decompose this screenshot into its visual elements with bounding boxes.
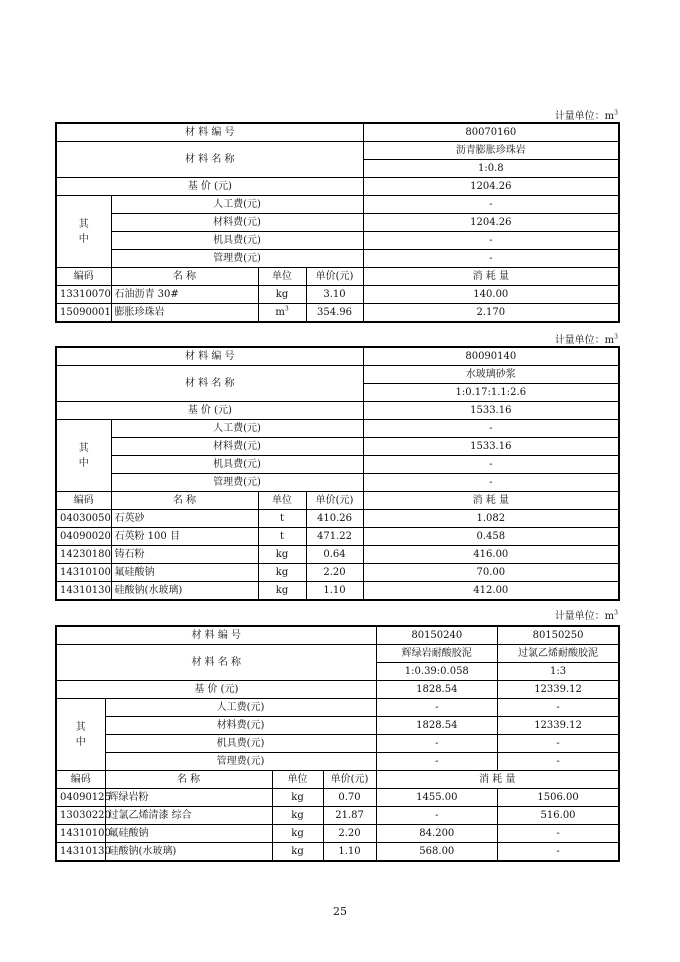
machine-value: - <box>363 232 619 250</box>
row-base-price <box>56 681 619 699</box>
header-name: 名 称 <box>111 492 258 510</box>
material-value: 1533.16 <box>363 438 619 456</box>
material-value: 12339.12 <box>498 717 620 735</box>
item-code: 14310130 <box>56 843 105 862</box>
item-code: 14230180 <box>56 546 111 564</box>
item-unit-price: 2.20 <box>306 564 363 582</box>
header-code: 编码 <box>56 268 111 286</box>
row-item-header <box>56 771 619 789</box>
table-row <box>56 528 619 546</box>
item-unit: kg <box>258 582 306 601</box>
item-unit: t <box>258 510 306 528</box>
row-material-name <box>56 366 619 384</box>
row-material-name <box>56 142 619 160</box>
material-name: 沥青膨胀珍珠岩 <box>363 142 619 160</box>
item-consumption: 568.00 <box>376 843 498 862</box>
label-material-name: 材 料 名 称 <box>56 142 363 178</box>
material-code: 80150240 <box>376 626 498 645</box>
label-machine: 机具费(元) <box>111 232 363 250</box>
label-labor: 人工费(元) <box>111 196 363 214</box>
qizhong-1: 其 <box>75 721 86 733</box>
row-labor <box>56 699 619 717</box>
item-code: 14310100 <box>56 825 105 843</box>
item-unit-price: 21.87 <box>323 807 376 825</box>
item-name: 硅酸钠(水玻璃) <box>111 582 258 601</box>
unit-label: 计量单位：$m^3$ <box>554 609 618 622</box>
base-price: 1533.16 <box>363 402 619 420</box>
item-unit-price: 410.26 <box>306 510 363 528</box>
quota-table <box>55 346 620 601</box>
material-name: 辉绿岩耐酸胶泥 <box>376 645 498 663</box>
material-value: 1828.54 <box>376 717 498 735</box>
item-consumption: 1.082 <box>363 510 619 528</box>
item-name: 辉绿岩粉 <box>105 789 272 807</box>
table-row <box>56 510 619 528</box>
row-material-code <box>56 123 619 142</box>
label-material-name: 材 料 名 称 <box>56 645 376 681</box>
item-unit: kg <box>272 843 323 862</box>
item-name: 铸石粉 <box>111 546 258 564</box>
item-consumption: 412.00 <box>363 582 619 601</box>
item-unit: kg <box>258 546 306 564</box>
header-unit: 单位 <box>258 268 306 286</box>
header-code: 编码 <box>56 771 105 789</box>
header-unit-price: 单价(元) <box>306 268 363 286</box>
label-labor: 人工费(元) <box>111 420 363 438</box>
row-material <box>56 438 619 456</box>
row-labor <box>56 420 619 438</box>
label-labor: 人工费(元) <box>105 699 376 717</box>
table-row <box>56 789 619 807</box>
table-row <box>56 304 619 323</box>
material-ratio: 1:3 <box>498 663 620 681</box>
item-name: 氟硅酸钠 <box>105 825 272 843</box>
row-material-code <box>56 347 619 366</box>
management-value: - <box>376 753 498 771</box>
item-code: 13310070 <box>56 286 111 304</box>
quota-table <box>55 625 620 862</box>
qizhong-2: 中 <box>78 457 89 469</box>
item-consumption: - <box>376 807 498 825</box>
item-unit: kg <box>272 825 323 843</box>
row-material <box>56 717 619 735</box>
header-unit: 单位 <box>272 771 323 789</box>
label-material-name: 材 料 名 称 <box>56 366 363 402</box>
label-machine: 机具费(元) <box>105 735 376 753</box>
machine-value: - <box>498 735 620 753</box>
row-base-price <box>56 402 619 420</box>
item-name: 石英粉 100 目 <box>111 528 258 546</box>
item-name: 石油沥青 30# <box>111 286 258 304</box>
table-row <box>56 546 619 564</box>
material-ratio: 1:0.39:0.058 <box>376 663 498 681</box>
row-item-header <box>56 268 619 286</box>
label-material: 材料费(元) <box>111 214 363 232</box>
header-unit-price: 单价(元) <box>306 492 363 510</box>
item-unit-price: 1.10 <box>323 843 376 862</box>
header-code: 编码 <box>56 492 111 510</box>
item-code: 04030050 <box>56 510 111 528</box>
machine-value: - <box>376 735 498 753</box>
material-name: 过氯乙烯耐酸胶泥 <box>498 645 620 663</box>
label-management: 管理费(元) <box>105 753 376 771</box>
row-material <box>56 214 619 232</box>
item-unit-price: 1.10 <box>306 582 363 601</box>
item-consumption: 84.200 <box>376 825 498 843</box>
material-code: 80070160 <box>363 123 619 142</box>
item-consumption: 416.00 <box>363 546 619 564</box>
item-unit-price: 2.20 <box>323 825 376 843</box>
row-machine <box>56 735 619 753</box>
material-ratio: 1:0.8 <box>363 160 619 178</box>
header-unit-price: 单价(元) <box>323 771 376 789</box>
item-unit-price: 3.10 <box>306 286 363 304</box>
label-base-price: 基 价 (元) <box>56 402 363 420</box>
item-code: 14310130 <box>56 582 111 601</box>
base-price: 12339.12 <box>498 681 620 699</box>
item-code: 04090125 <box>56 789 105 807</box>
qizhong-2: 中 <box>78 233 89 245</box>
row-labor <box>56 196 619 214</box>
item-code: 15090001 <box>56 304 111 323</box>
item-name: 过氯乙烯清漆 综合 <box>105 807 272 825</box>
label-management: 管理费(元) <box>111 250 363 268</box>
header-name: 名 称 <box>111 268 258 286</box>
table-row <box>56 582 619 601</box>
labor-value: - <box>498 699 620 717</box>
qizhong-1: 其 <box>78 218 89 230</box>
material-code: 80090140 <box>363 347 619 366</box>
item-consumption: - <box>498 825 620 843</box>
item-consumption: 140.00 <box>363 286 619 304</box>
item-code: 04090020 <box>56 528 111 546</box>
header-name: 名 称 <box>105 771 272 789</box>
item-consumption: 1455.00 <box>376 789 498 807</box>
item-consumption: 516.00 <box>498 807 620 825</box>
row-management <box>56 250 619 268</box>
item-code: 13030220 <box>56 807 105 825</box>
item-unit: kg <box>272 789 323 807</box>
material-value: 1204.26 <box>363 214 619 232</box>
label-material-code: 材 料 编 号 <box>56 347 363 366</box>
header-consumption: 消 耗 量 <box>376 771 619 789</box>
item-consumption: 2.170 <box>363 304 619 323</box>
unit-label: 计量单位：$m^3$ <box>554 109 618 122</box>
item-unit: kg <box>258 286 306 304</box>
item-name: 硅酸钠(水玻璃) <box>105 843 272 862</box>
table-row <box>56 807 619 825</box>
item-consumption: 1506.00 <box>498 789 620 807</box>
label-material-code: 材 料 编 号 <box>56 626 376 645</box>
header-unit: 单位 <box>258 492 306 510</box>
label-material: 材料费(元) <box>105 717 376 735</box>
management-value: - <box>498 753 620 771</box>
item-unit-price: 471.22 <box>306 528 363 546</box>
page-number: 25 <box>333 905 347 918</box>
row-material-code <box>56 626 619 645</box>
item-unit: t <box>258 528 306 546</box>
label-base-price: 基 价 (元) <box>56 178 363 196</box>
row-item-header <box>56 492 619 510</box>
item-unit: kg <box>258 564 306 582</box>
table-row <box>56 843 619 862</box>
labor-value: - <box>376 699 498 717</box>
label-machine: 机具费(元) <box>111 456 363 474</box>
item-unit: $m^3$ <box>258 304 306 323</box>
unit-label: 计量单位：$m^3$ <box>554 333 618 346</box>
qizhong-2: 中 <box>75 736 86 748</box>
item-unit-price: 0.70 <box>323 789 376 807</box>
row-base-price <box>56 178 619 196</box>
item-consumption: 70.00 <box>363 564 619 582</box>
base-price: 1828.54 <box>376 681 498 699</box>
item-unit-price: 0.64 <box>306 546 363 564</box>
label-qizhong <box>56 699 105 771</box>
row-machine <box>56 456 619 474</box>
table-row <box>56 825 619 843</box>
header-consumption: 消 耗 量 <box>363 492 619 510</box>
base-price: 1204.26 <box>363 178 619 196</box>
management-value: - <box>363 474 619 492</box>
item-name: 膨胀珍珠岩 <box>111 304 258 323</box>
item-name: 石英砂 <box>111 510 258 528</box>
label-qizhong <box>56 196 111 268</box>
labor-value: - <box>363 420 619 438</box>
row-material-name <box>56 645 619 663</box>
label-material-code: 材 料 编 号 <box>56 123 363 142</box>
labor-value: - <box>363 196 619 214</box>
row-management <box>56 474 619 492</box>
material-code: 80150250 <box>498 626 620 645</box>
label-management: 管理费(元) <box>111 474 363 492</box>
label-base-price: 基 价 (元) <box>56 681 376 699</box>
machine-value: - <box>363 456 619 474</box>
material-ratio: 1:0.17:1.1:2.6 <box>363 384 619 402</box>
label-material: 材料费(元) <box>111 438 363 456</box>
item-unit: kg <box>272 807 323 825</box>
qizhong-1: 其 <box>78 442 89 454</box>
item-code: 14310100 <box>56 564 111 582</box>
quota-table <box>55 122 620 323</box>
item-consumption: 0.458 <box>363 528 619 546</box>
item-unit-price: 354.96 <box>306 304 363 323</box>
label-qizhong <box>56 420 111 492</box>
management-value: - <box>363 250 619 268</box>
row-management <box>56 753 619 771</box>
item-consumption: - <box>498 843 620 862</box>
row-machine <box>56 232 619 250</box>
material-name: 水玻璃砂浆 <box>363 366 619 384</box>
header-consumption: 消 耗 量 <box>363 268 619 286</box>
item-name: 氟硅酸钠 <box>111 564 258 582</box>
table-row <box>56 564 619 582</box>
table-row <box>56 286 619 304</box>
